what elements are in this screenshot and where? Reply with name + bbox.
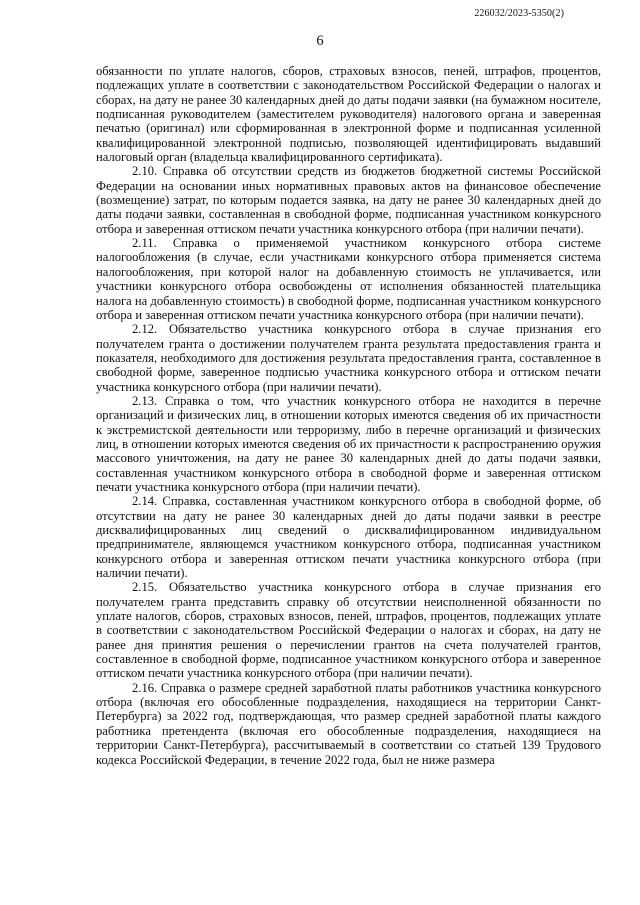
document-body xyxy=(96,64,601,767)
paragraph-2-10: 2.10. Справка об отсутствии средств из бюджетов бюджетной системы Российской Федерации на основании иных нормативных правовых актов на финансовое обеспечение (возмещение) затрат, по которым подается заявка, на дату не ранее 30 календарных дней до даты подачи заявки, составленная в свободной форме, подписанная участником конкурсного отбора и заверенная оттиском печати участника конкурсного отбора (при наличии печати). xyxy=(96,164,601,236)
document-code: 226032/2023-5350(2) xyxy=(474,8,564,19)
paragraph-2-12: 2.12. Обязательство участника конкурсного отбора в случае признания его получателем гранта о достижении получателем гранта результата предоставления гранта и показателя, необходимого для достижения результата предоставления гранта, составленное в свободной форме, заверенное подписью участника конкурсного отбора и оттиском печати участника конкурсного отбора (при наличии печати). xyxy=(96,322,601,394)
paragraph-2-15: 2.15. Обязательство участника конкурсного отбора в случае признания его получателем гранта представить справку об отсутствии неисполненной обязанности по уплате налогов, сборов, страховых взносов, пеней, штрафов, процентов, подлежащих уплате в соответствии с законодательством Российской Федерации о налогах и сборах, на дату не ранее дня принятия решения о перечислении грантов на счета получателей грантов, составленное в свободной форме, подписанное участником конкурсного отбора и заверенное оттиском печати участника конкурсного отбора (при наличии печати). xyxy=(96,580,601,681)
paragraph-2-13: 2.13. Справка о том, что участник конкурсного отбора не находится в перечне организаций и физических лиц, в отношении которых имеются сведения об их причастности к экстремистской деятельности или терроризму, либо в перечне организаций и физических лиц, в отношении которых имеются сведения об их причастности к распространению оружия массового уничтожения, на дату не ранее 30 календарных дней до даты подачи заявки, составленная участником конкурсного отбора в свободной форме и заверенная оттиском печати участника конкурсного отбора (при наличии печати). xyxy=(96,393,601,494)
paragraph-2-16: 2.16. Справка о размере средней заработной платы работников участника конкурсного отбора (включая его обособленные подразделения, находящиеся на территории Санкт-Петербурга) за 2022 год, подтверждающая, что размер средней заработной платы каждого работника претендента (включая его обособленные подразделения, находящиеся на территории Санкт-Петербурга), рассчитываемый в соответствии со статьей 139 Трудового кодекса Российской Федерации, в течение 2022 года, был не ниже размера xyxy=(96,680,601,767)
page-number: 6 xyxy=(316,33,324,49)
paragraph-continuation: обязанности по уплате налогов, сборов, страховых взносов, пеней, штрафов, процентов, подлежащих уплате в соответствии с законодательством Российской Федерации о налогах и сборах, на дату не ранее 30 календарных дней до даты подачи заявки (на бумажном носителе, подписанная руководителем (заместителем руководителя) налогового органа и заверенная печатью (оригинал) или сформированная в электронной форме и подписанная усиленной квалифицированной электронной подписью, позволяющей идентифицировать выдавший налоговый орган (владельца квалифицированного сертификата). xyxy=(96,64,601,165)
paragraph-2-14: 2.14. Справка, составленная участником конкурсного отбора в свободной форме, об отсутствии на дату не ранее 30 календарных дней до даты подачи заявки в реестре дисквалифицированных лиц сведений о дисквалифицированном индивидуальном предпринимателе, являющемся участником конкурсного отбора, подписанная участником конкурсного отбора и заверенная оттиском печати участника конкурсного отбора (при наличии печати). xyxy=(96,494,601,581)
paragraph-2-11: 2.11. Справка о применяемой участником конкурсного отбора системе налогообложения (в случае, если участниками конкурсного отбора применяется система налогообложения, при которой налог на добавленную стоимость не уплачивается, или участники конкурсного отбора освобождены от исполнения обязанностей плательщика налога на добавленную стоимость) в свободной форме, подписанная участником конкурсного отбора и заверенная оттиском печати участника конкурсного отбора (при наличии печати). xyxy=(96,236,601,322)
